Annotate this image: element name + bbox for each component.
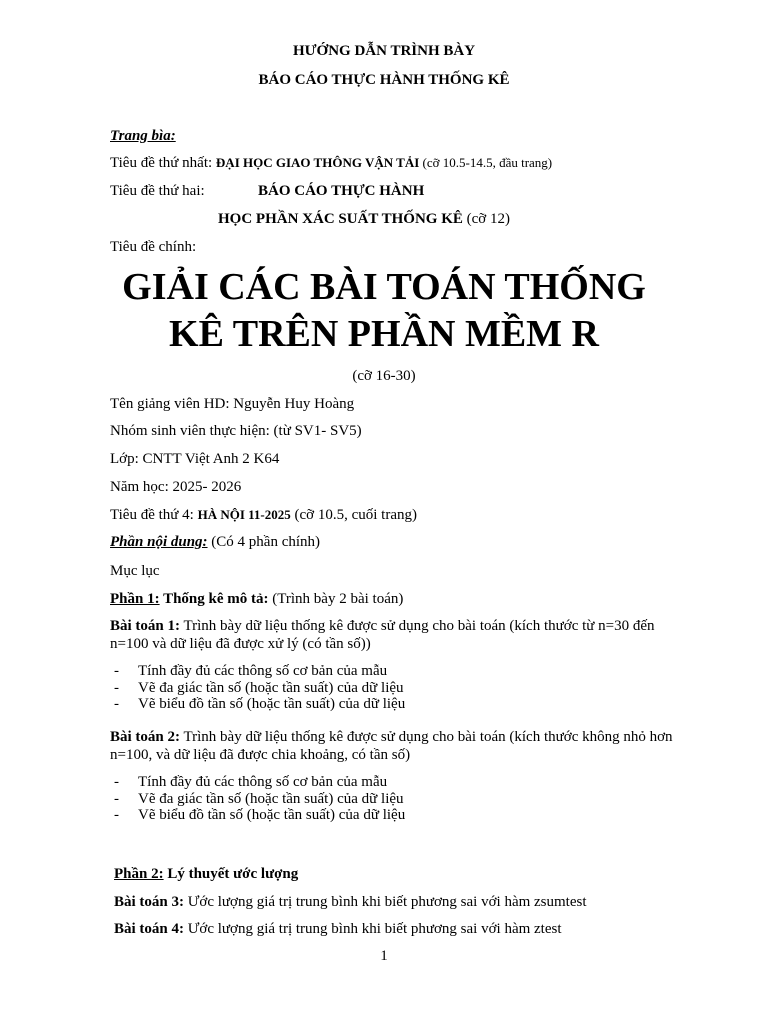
- problem4-text: Ước lượng giá trị trung bình khi biết phương sai với hàm ztest: [184, 921, 562, 937]
- title2-value: BÁO CÁO THỰC HÀNH: [258, 183, 425, 199]
- problem2-list: [110, 774, 405, 824]
- academic-year: Năm học: 2025- 2026: [110, 479, 242, 495]
- problem3-label: Bài toán 3:: [114, 894, 185, 910]
- problem4-label: Bài toán 4:: [114, 921, 185, 937]
- main-title-line1: GIẢI CÁC BÀI TOÁN THỐNG: [122, 266, 646, 308]
- title1-row: [110, 154, 552, 172]
- doc-heading-line2: BÁO CÁO THỰC HÀNH THỐNG KÊ: [258, 72, 510, 88]
- problem1: [110, 617, 676, 653]
- cover-heading: Trang bìa:: [110, 128, 176, 144]
- title4-label: Tiêu đề thứ 4:: [110, 507, 198, 523]
- content-heading-note: (Có 4 phần chính): [207, 534, 321, 550]
- main-title-note: (cỡ 16-30): [352, 368, 416, 384]
- title4-note: (cỡ 10.5, cuối trang): [290, 507, 417, 523]
- content-heading: Phần nội dung:: [110, 534, 208, 550]
- student-group: Nhóm sinh viên thực hiện: (từ SV1- SV5): [110, 423, 362, 439]
- main-title-line2: KÊ TRÊN PHẦN MỀM R: [169, 313, 599, 355]
- problem3: [114, 893, 587, 911]
- part1-label: Phần 1:: [110, 591, 160, 607]
- table-of-contents: Mục lục: [110, 563, 160, 579]
- part1-note: (Trình bày 2 bài toán): [268, 591, 404, 607]
- problem2: [110, 728, 676, 764]
- problem2-text: Trình bày dữ liệu thống kê được sử dụng cho bài toán (kích thước không nhỏ hơn n=100, và dữ liệu đã được chia khoảng, có tần số): [110, 729, 673, 763]
- title2-subrow: [218, 210, 510, 228]
- title2-label: Tiêu đề thứ hai:: [110, 183, 205, 199]
- list-item: - Tính đầy đủ các thông số cơ bản của mẫu: [114, 663, 388, 679]
- main-title-label: Tiêu đề chính:: [110, 239, 197, 255]
- lecturer: Tên giảng viên HD: Nguyễn Huy Hoàng: [110, 396, 355, 412]
- problem2-label: Bài toán 2:: [110, 729, 181, 745]
- title2-row: [110, 182, 205, 200]
- part1-row: [110, 590, 403, 608]
- list-item: - Tính đầy đủ các thông số cơ bản của mẫu: [114, 774, 388, 790]
- page-number: 1: [380, 948, 388, 964]
- part2-row: [114, 865, 298, 883]
- title1-note: (cỡ 10.5-14.5, đầu trang): [419, 155, 553, 170]
- problem1-list: [110, 663, 405, 713]
- list-item: - Vẽ biểu đồ tần số (hoặc tần suất) của dữ liệu: [114, 696, 406, 712]
- list-item: - Vẽ đa giác tần số (hoặc tần suất) của dữ liệu: [114, 790, 404, 807]
- problem1-label: Bài toán 1:: [110, 618, 181, 634]
- title4-row: [110, 506, 417, 524]
- problem3-text: Ước lượng giá trị trung bình khi biết phương sai với hàm zsumtest: [184, 894, 587, 910]
- list-item: - Vẽ biểu đồ tần số (hoặc tần suất) của dữ liệu: [114, 807, 406, 823]
- list-item: - Vẽ đa giác tần số (hoặc tần suất) của dữ liệu: [114, 679, 404, 696]
- title2-note: (cỡ 12): [462, 211, 510, 227]
- title1-label: Tiêu đề thứ nhất:: [110, 155, 216, 171]
- title1-value: ĐẠI HỌC GIAO THÔNG VẬN TẢI: [215, 155, 420, 170]
- class-name: Lớp: CNTT Việt Anh 2 K64: [110, 451, 280, 467]
- doc-heading-line1: HƯỚNG DẪN TRÌNH BÀY: [292, 43, 476, 59]
- content-heading-row: [110, 533, 320, 551]
- problem1-text: Trình bày dữ liệu thống kê được sử dụng cho bài toán (kích thước từ n=30 đến n=100 và dữ liệu đã được xử lý (có tần số)): [110, 618, 655, 652]
- problem4: [114, 920, 562, 938]
- part2-label: Phần 2:: [114, 866, 164, 882]
- title2-value2: HỌC PHẦN XÁC SUẤT THỐNG KÊ: [218, 211, 463, 227]
- part1-title: Thống kê mô tả:: [159, 591, 269, 607]
- title4-value: HÀ NỘI 11-2025: [197, 507, 291, 522]
- part2-title: Lý thuyết ước lượng: [163, 866, 299, 882]
